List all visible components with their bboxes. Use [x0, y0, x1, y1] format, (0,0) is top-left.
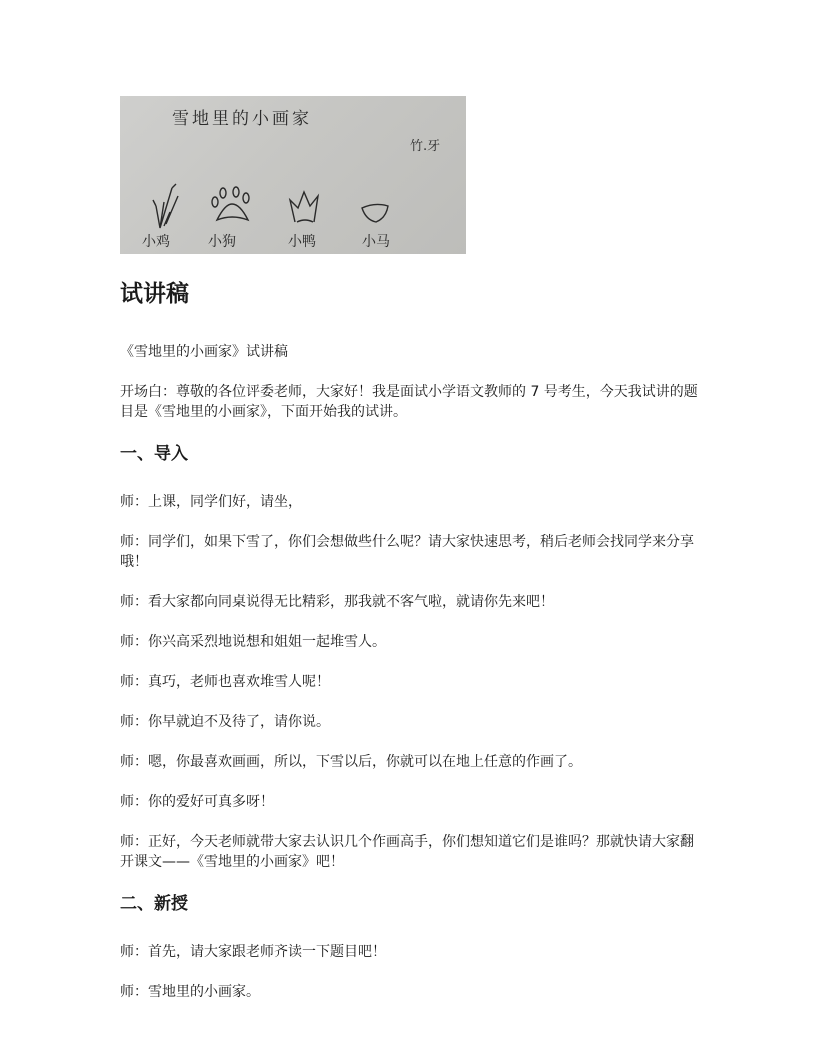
- paragraph: 师：你早就迫不及待了，请你说。: [120, 714, 330, 730]
- paragraph: 师：真巧，老师也喜欢堆雪人呢！: [120, 674, 330, 690]
- page-title: 试讲稿: [120, 281, 189, 307]
- paragraph: 师：看大家都向同桌说得无比精彩，那我就不客气啦，就请你先来吧！: [120, 594, 554, 610]
- paragraph: 师：雪地里的小画家。: [120, 984, 260, 1000]
- section-title: 一、导入: [120, 444, 188, 464]
- label-duck: 小鸭: [288, 234, 316, 250]
- label-horse: 小马: [362, 234, 390, 250]
- photo-drawing: [120, 96, 466, 254]
- section-title: 二、新授: [120, 894, 188, 914]
- paragraph: 师：你的爱好可真多呀！: [120, 794, 274, 810]
- duck-footprint-icon: [290, 192, 318, 222]
- paragraph: 师：你兴高采烈地说想和姐姐一起堆雪人。: [120, 634, 386, 650]
- dog-footprint-icon: [212, 187, 249, 220]
- label-dog: 小狗: [208, 234, 236, 250]
- paragraph: 师：首先，请大家跟老师齐读一下题目吧！: [120, 944, 386, 960]
- paragraph: 师：嗯，你最喜欢画画，所以，下雪以后，你就可以在地上任意的作画了。: [120, 754, 582, 770]
- photo-author: 竹.牙: [410, 139, 441, 154]
- paragraph: 师：同学们，如果下雪了，你们会想做些什么呢？请大家快速思考，稍后老师会找同学来分享哦！: [120, 534, 694, 570]
- photo-title: 雪地里的小画家: [172, 109, 312, 129]
- opening-paragraph: 开场白：尊敬的各位评委老师，大家好！我是面试小学语文教师的 7 号考生，今天我试讲的题目是《雪地里的小画家》，下面开始我的试讲。: [120, 384, 698, 420]
- document-body: [120, 276, 700, 1022]
- paragraph: 师：正好，今天老师就带大家去认识几个作画高手，你们想知道它们是谁吗？那就快请大家翻开课文——《雪地里的小画家》吧！: [120, 834, 694, 870]
- chicken-footprint-icon: [153, 184, 178, 228]
- lesson-subtitle: 《雪地里的小画家》试讲稿: [120, 344, 288, 360]
- lesson-photo: [120, 96, 466, 254]
- paragraph: 师：上课，同学们好，请坐，: [120, 494, 302, 510]
- label-chicken: 小鸡: [142, 234, 170, 250]
- horse-footprint-icon: [362, 204, 388, 222]
